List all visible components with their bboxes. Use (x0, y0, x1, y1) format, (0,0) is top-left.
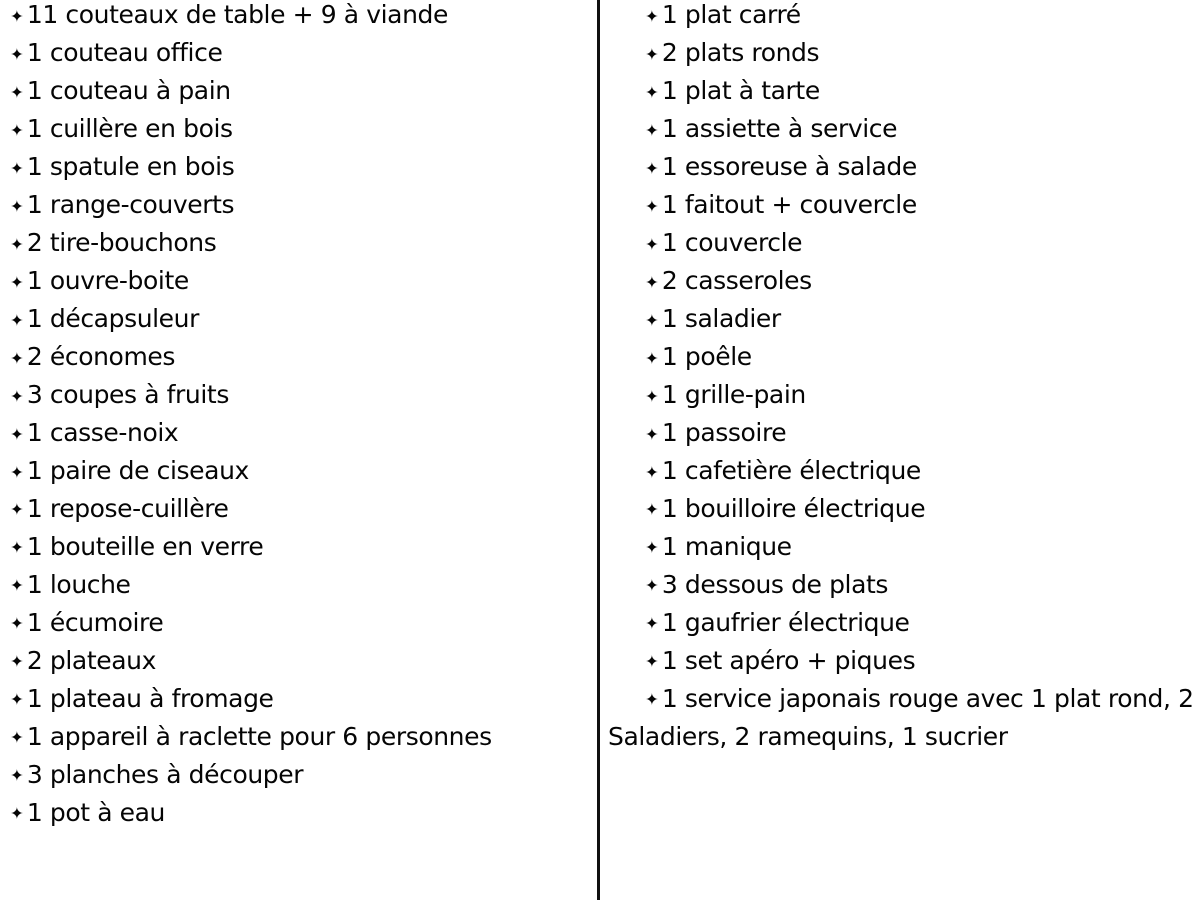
list-item (10, 529, 588, 567)
diamond-bullet-icon: ✦ (10, 82, 24, 102)
item-text: 3 planches à découper (26, 759, 304, 789)
list-item (608, 0, 1196, 35)
item-text: 1 gaufrier électrique (661, 607, 910, 637)
diamond-bullet-icon: ✦ (645, 652, 659, 672)
diamond-bullet-icon: ✦ (10, 158, 24, 178)
list-item (10, 339, 588, 377)
item-text: 1 couvercle (661, 227, 803, 257)
list-item (608, 643, 1196, 681)
diamond-bullet-icon: ✦ (10, 462, 24, 482)
item-text: 1 couteau office (26, 37, 223, 67)
item-text: 1 plat à tarte (661, 75, 820, 105)
item-text: 1 plat carré (661, 0, 801, 29)
diamond-bullet-icon: ✦ (645, 196, 659, 216)
diamond-bullet-icon: ✦ (10, 348, 24, 368)
diamond-bullet-icon: ✦ (645, 386, 659, 406)
item-text: 1 manique (661, 531, 792, 561)
item-text: 2 économes (26, 341, 176, 371)
list-item (10, 681, 588, 719)
list-item (10, 757, 588, 795)
diamond-bullet-icon: ✦ (10, 614, 24, 634)
item-text: 1 décapsuleur (26, 303, 199, 333)
item-text: 2 plateaux (26, 645, 156, 675)
list-item (10, 225, 588, 263)
diamond-bullet-icon: ✦ (645, 424, 659, 444)
diamond-bullet-icon: ✦ (10, 310, 24, 330)
item-text: 1 casse-noix (26, 417, 179, 447)
list-item (608, 415, 1196, 453)
diamond-bullet-icon: ✦ (10, 424, 24, 444)
diamond-bullet-icon: ✦ (645, 500, 659, 520)
diamond-bullet-icon: ✦ (10, 576, 24, 596)
item-text: 1 grille-pain (661, 379, 806, 409)
item-text: 1 saladier (661, 303, 781, 333)
list-item (608, 301, 1196, 339)
item-text: 1 louche (26, 569, 131, 599)
item-text: 1 faitout + couvercle (661, 189, 917, 219)
diamond-bullet-icon: ✦ (645, 44, 659, 64)
item-text: 3 coupes à fruits (26, 379, 229, 409)
list-item (10, 149, 588, 187)
diamond-bullet-icon: ✦ (10, 234, 24, 254)
item-text: 1 bouteille en verre (26, 531, 264, 561)
list-item (608, 225, 1196, 263)
diamond-bullet-icon: ✦ (645, 6, 659, 26)
list-item (608, 187, 1196, 225)
diamond-bullet-icon: ✦ (645, 538, 659, 558)
diamond-bullet-icon: ✦ (10, 386, 24, 406)
item-text: 2 plats ronds (661, 37, 820, 67)
item-text: 2 casseroles (661, 265, 812, 295)
list-item (10, 0, 588, 35)
list-item (10, 187, 588, 225)
list-item (10, 73, 588, 111)
item-text: 1 cafetière électrique (661, 455, 921, 485)
diamond-bullet-icon: ✦ (645, 120, 659, 140)
diamond-bullet-icon: ✦ (645, 310, 659, 330)
list-item (608, 111, 1196, 149)
list-item (608, 339, 1196, 377)
list-item (608, 529, 1196, 567)
item-text: 2 tire-bouchons (26, 227, 217, 257)
list-item (10, 719, 588, 757)
diamond-bullet-icon: ✦ (10, 690, 24, 710)
item-text: 1 repose-cuillère (26, 493, 229, 523)
diamond-bullet-icon: ✦ (10, 272, 24, 292)
item-text: 1 ouvre-boite (26, 265, 189, 295)
list-item (608, 73, 1196, 111)
list-item (10, 111, 588, 149)
diamond-bullet-icon: ✦ (10, 6, 24, 26)
list-item (10, 377, 588, 415)
diamond-bullet-icon: ✦ (645, 348, 659, 368)
diamond-bullet-icon: ✦ (10, 804, 24, 824)
list-item (10, 643, 588, 681)
diamond-bullet-icon: ✦ (10, 44, 24, 64)
list-item (10, 415, 588, 453)
item-text: 1 spatule en bois (26, 151, 235, 181)
list-item (10, 263, 588, 301)
list-item (10, 491, 588, 529)
diamond-bullet-icon: ✦ (645, 462, 659, 482)
item-text: 1 service japonais rouge avec 1 plat rond, 2 Saladiers, 2 ramequins, 1 sucrier (608, 683, 1194, 751)
diamond-bullet-icon: ✦ (10, 196, 24, 216)
diamond-bullet-icon: ✦ (10, 538, 24, 558)
list-item (608, 567, 1196, 605)
item-text: 1 écumoire (26, 607, 164, 637)
diamond-bullet-icon: ✦ (645, 576, 659, 596)
list-item (10, 795, 588, 833)
right-column-inventory-list (608, 0, 1196, 755)
item-text: 1 assiette à service (661, 113, 898, 143)
diamond-bullet-icon: ✦ (645, 614, 659, 634)
list-item (10, 35, 588, 73)
diamond-bullet-icon: ✦ (10, 652, 24, 672)
diamond-bullet-icon: ✦ (645, 82, 659, 102)
diamond-bullet-icon: ✦ (645, 158, 659, 178)
list-item (608, 491, 1196, 529)
list-item (608, 605, 1196, 643)
list-item (608, 263, 1196, 301)
diamond-bullet-icon: ✦ (10, 500, 24, 520)
diamond-bullet-icon: ✦ (10, 728, 24, 748)
diamond-bullet-icon: ✦ (645, 690, 659, 710)
item-text: 3 dessous de plats (661, 569, 889, 599)
list-item (608, 149, 1196, 187)
list-item (608, 453, 1196, 491)
item-text: 1 plateau à fromage (26, 683, 274, 713)
list-item (10, 605, 588, 643)
list-item (10, 453, 588, 491)
list-item (10, 567, 588, 605)
item-text: 1 pot à eau (26, 797, 166, 827)
item-text: 1 range-couverts (26, 189, 235, 219)
item-text: 1 couteau à pain (26, 75, 231, 105)
item-text: 1 cuillère en bois (26, 113, 233, 143)
diamond-bullet-icon: ✦ (645, 234, 659, 254)
diamond-bullet-icon: ✦ (10, 766, 24, 786)
list-item (10, 301, 588, 339)
item-text: 1 set apéro + piques (661, 645, 916, 675)
item-text: 1 poêle (661, 341, 752, 371)
diamond-bullet-icon: ✦ (645, 272, 659, 292)
item-text: 1 bouilloire électrique (661, 493, 926, 523)
diamond-bullet-icon: ✦ (10, 120, 24, 140)
item-text: 1 paire de ciseaux (26, 455, 249, 485)
left-column-inventory-list (10, 0, 588, 833)
list-item (608, 35, 1196, 73)
item-text: 11 couteaux de table + 9 à viande (26, 0, 448, 29)
item-text: 1 essoreuse à salade (661, 151, 917, 181)
item-text: 1 appareil à raclette pour 6 personnes (26, 721, 492, 751)
column-divider (597, 0, 600, 900)
list-item (608, 681, 1196, 755)
item-text: 1 passoire (661, 417, 787, 447)
list-item (608, 377, 1196, 415)
